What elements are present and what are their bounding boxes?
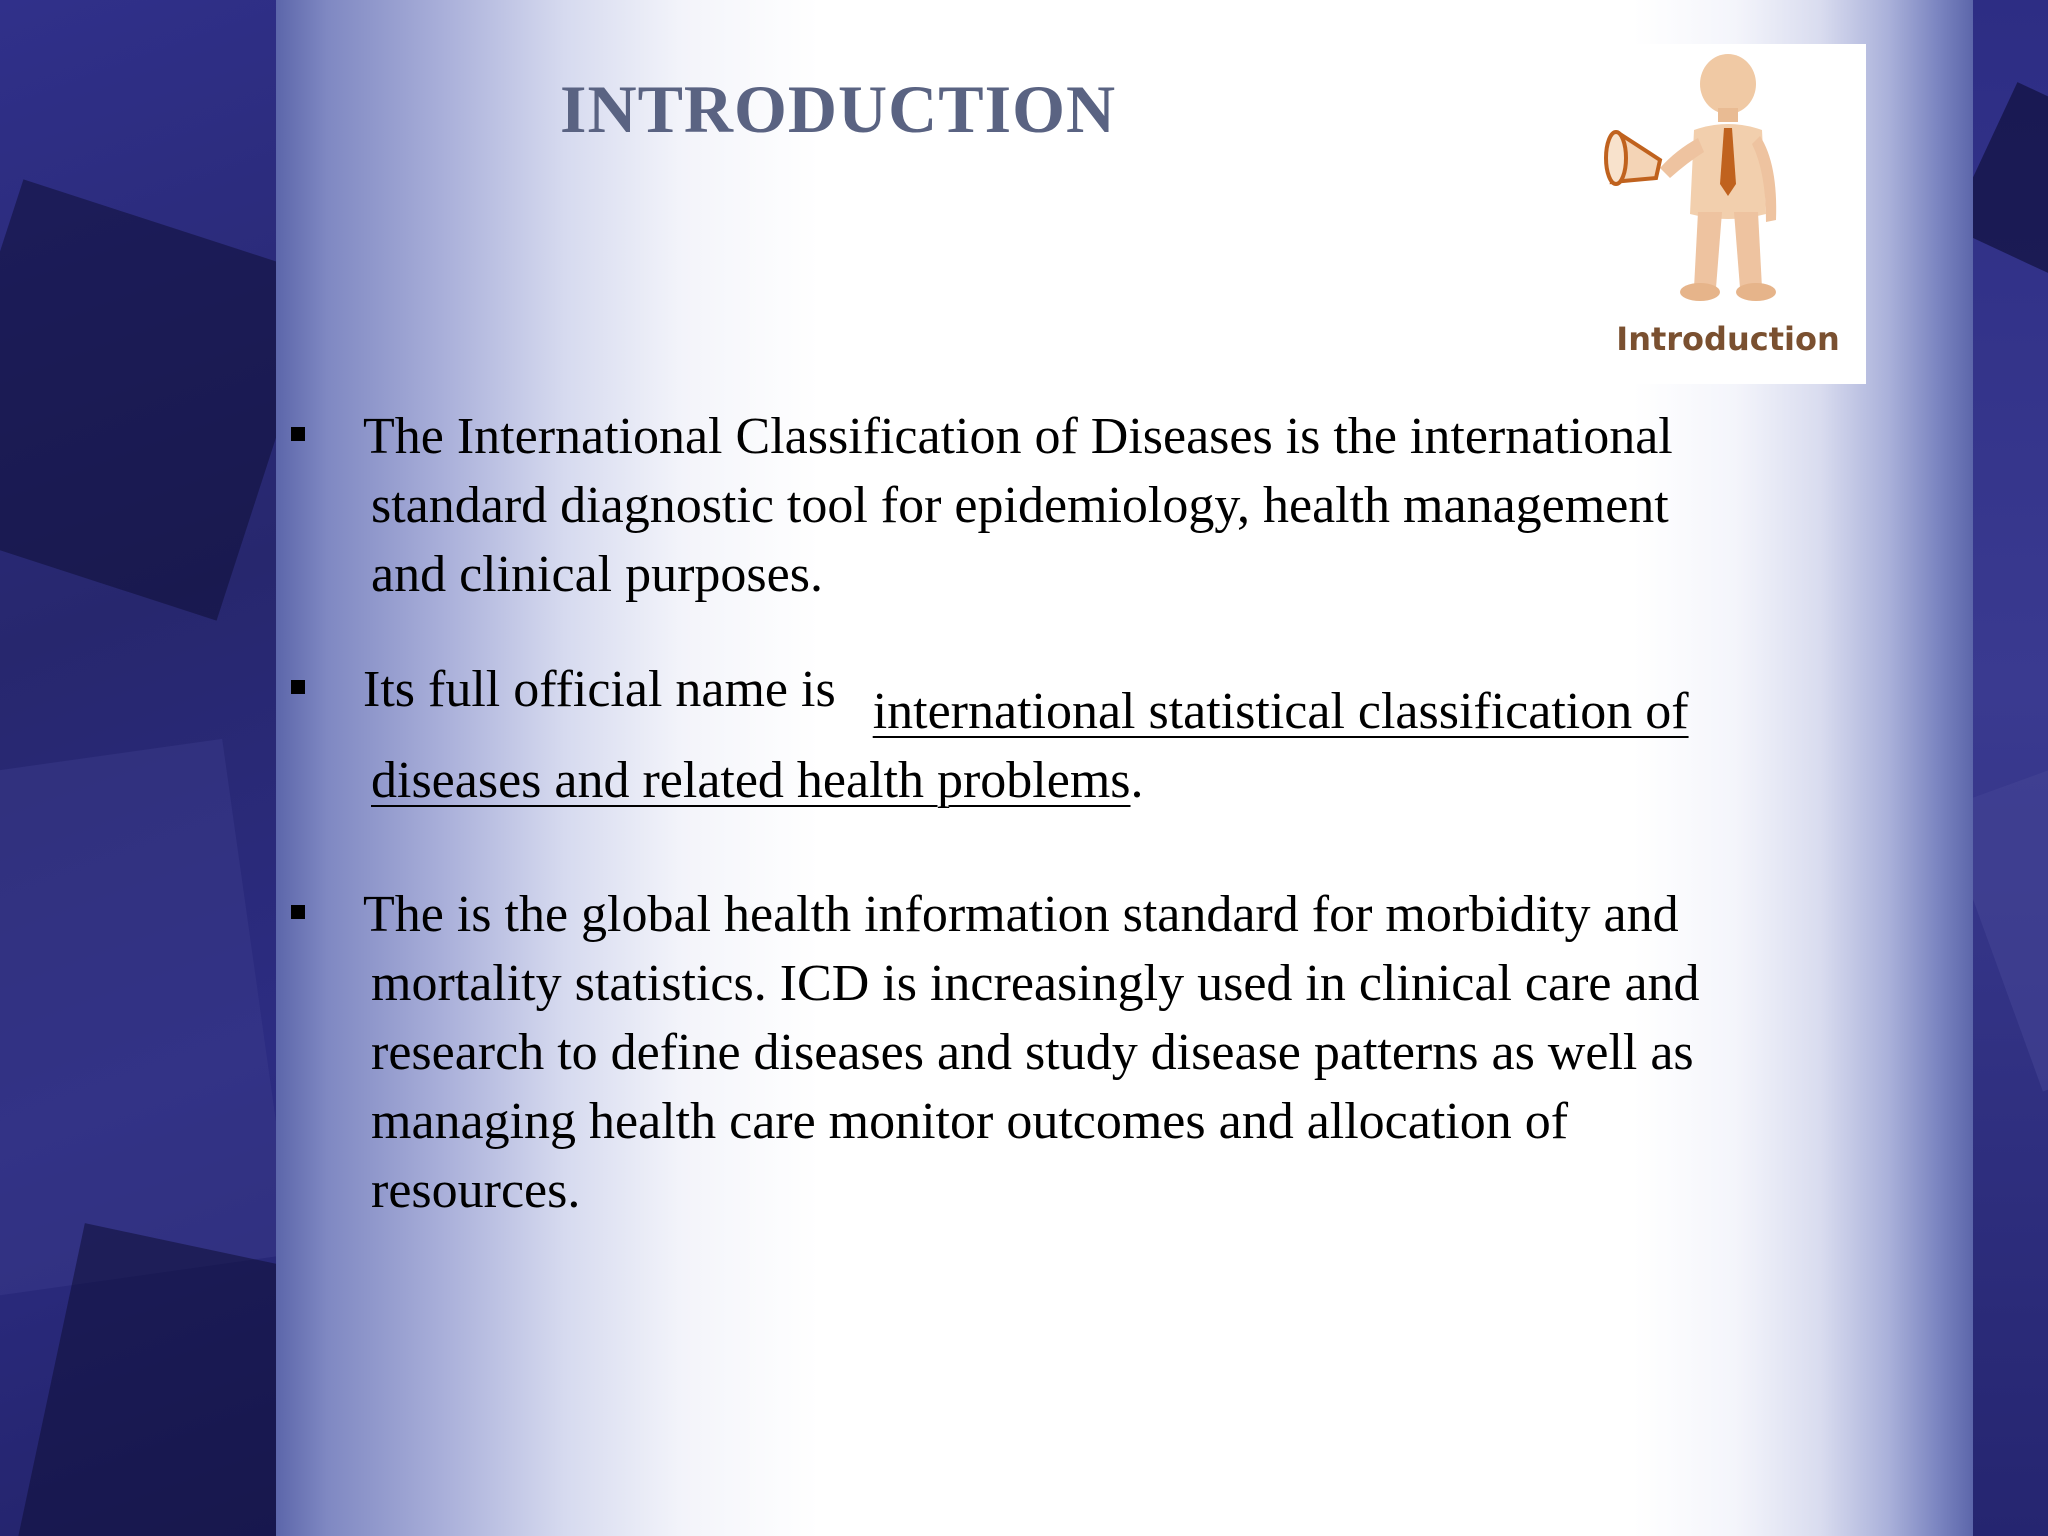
- background-shape: [0, 179, 280, 620]
- bullet-2-suffix: .: [1130, 752, 1144, 809]
- bullet-marker: [291, 427, 305, 441]
- slide: [276, 0, 1973, 1536]
- slide-title: INTRODUCTION: [560, 71, 1117, 147]
- bullet-3-line-4: managing health care monitor outcomes and allocation of: [371, 1093, 1569, 1150]
- bullet-paragraph-2: [363, 655, 1689, 815]
- logo-caption: Introduction: [1616, 320, 1840, 358]
- background-right-panel: [1968, 0, 2048, 1536]
- bullet-marker: [291, 680, 305, 694]
- background-shape: [1968, 769, 2048, 1092]
- bullet-3-line-5: resources.: [371, 1162, 581, 1219]
- bullet-marker: [291, 905, 305, 919]
- bullet-3-line-1: The is the global health information standard for morbidity and: [363, 886, 1679, 943]
- bullet-paragraph-1: [363, 402, 1673, 609]
- bullet-2-prefix: Its full official name is: [363, 661, 849, 718]
- speaker-figure-icon: [1590, 44, 1866, 320]
- bullet-paragraph-3: [363, 880, 1700, 1225]
- bullet-1-line-3: and clinical purposes.: [371, 546, 823, 603]
- background-shape: [1968, 82, 2048, 278]
- bullet-3-line-2: mortality statistics. ICD is increasingly used in clinical care and: [371, 955, 1700, 1012]
- bullet-2-official-name-part-1: international statistical classification of: [872, 683, 1689, 740]
- bullet-3-line-3: research to define diseases and study disease patterns as well as: [371, 1024, 1694, 1081]
- bullet-1-line-1: The International Classification of Diseases is the international: [363, 408, 1673, 465]
- bullet-2-official-name-part-2: diseases and related health problems: [371, 752, 1131, 809]
- bullet-1-line-2: standard diagnostic tool for epidemiology, health management: [371, 477, 1669, 534]
- background-left-panel: [0, 0, 280, 1536]
- introduction-logo: [1590, 44, 1866, 384]
- background-shape: [0, 739, 280, 1301]
